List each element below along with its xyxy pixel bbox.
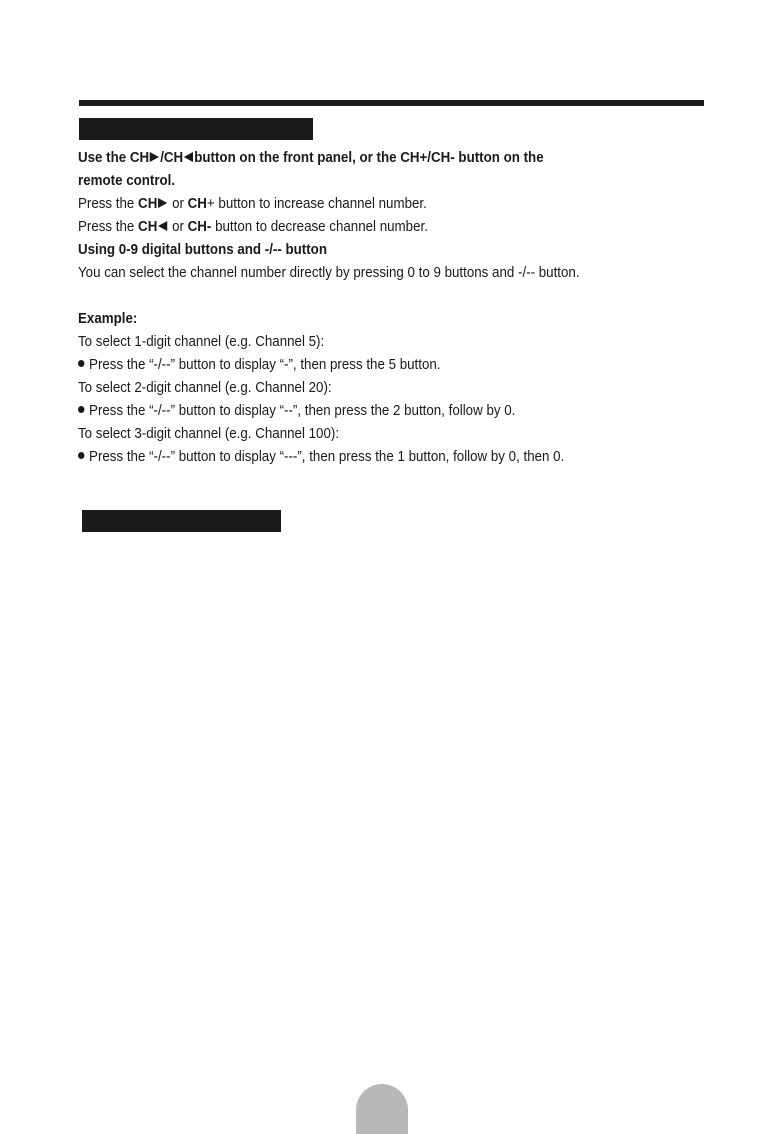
page-number-tab xyxy=(356,1084,408,1134)
section-header-bar-channel-select xyxy=(79,118,313,140)
right-triangle-icon xyxy=(150,152,159,162)
bullet-icon xyxy=(78,406,84,413)
example-label-3: To select 3-digit channel (e.g. Channel 100): xyxy=(78,426,340,442)
right-triangle-icon xyxy=(158,198,167,208)
bullet-icon xyxy=(78,452,84,459)
inc-chplus-label: CH xyxy=(187,196,207,212)
inc-prefix: Press the xyxy=(78,196,139,212)
intro-text-d: , or the CH+/CH- button on the xyxy=(352,150,544,166)
digital-buttons-heading: Using 0-9 digital buttons and -/-- button xyxy=(78,242,327,258)
example-step-1 xyxy=(78,354,667,377)
dec-suffix: button to decrease channel number. xyxy=(211,219,428,235)
top-rule xyxy=(79,100,704,106)
example-step-text: Press the “-/--” button to display “--”, then press the 2 button, follow by 0. xyxy=(89,403,516,419)
bullet-icon xyxy=(78,360,84,367)
example-step-text: Press the “-/--” button to display “-”, then press the 5 button. xyxy=(89,357,441,373)
example-heading: Example: xyxy=(78,311,138,327)
decrease-instruction xyxy=(78,216,667,239)
intro-line-2: remote control. xyxy=(78,173,176,189)
manual-content xyxy=(78,147,667,469)
increase-instruction xyxy=(78,193,667,216)
example-step-text: Press the “-/--” button to display “---”, then press the 1 button, follow by 0, then 0. xyxy=(89,449,565,465)
example-step-3 xyxy=(78,446,667,469)
inc-suffix: + button to increase channel number. xyxy=(206,196,427,212)
left-triangle-icon xyxy=(184,152,193,162)
dec-prefix: Press the xyxy=(78,219,139,235)
spacer xyxy=(78,285,667,308)
intro-text-a: Use the CH xyxy=(78,150,150,166)
intro-text-b: /CH xyxy=(160,150,184,166)
section-header-bar-next xyxy=(82,510,281,532)
dec-chminus-label: CH- xyxy=(187,219,212,235)
intro-line-1 xyxy=(78,147,667,170)
digital-buttons-text: You can select the channel number directly by pressing 0 to 9 buttons and -/-- button. xyxy=(78,265,580,281)
left-triangle-icon xyxy=(158,221,167,231)
example-step-2 xyxy=(78,400,667,423)
example-label-2: To select 2-digit channel (e.g. Channel 20): xyxy=(78,380,332,396)
dec-or: or xyxy=(168,219,188,235)
inc-ch-label: CH xyxy=(138,196,158,212)
intro-text-c: button on the front panel xyxy=(194,150,353,166)
example-label-1: To select 1-digit channel (e.g. Channel 5): xyxy=(78,334,325,350)
inc-or: or xyxy=(168,196,188,212)
dec-ch-label: CH xyxy=(138,219,158,235)
